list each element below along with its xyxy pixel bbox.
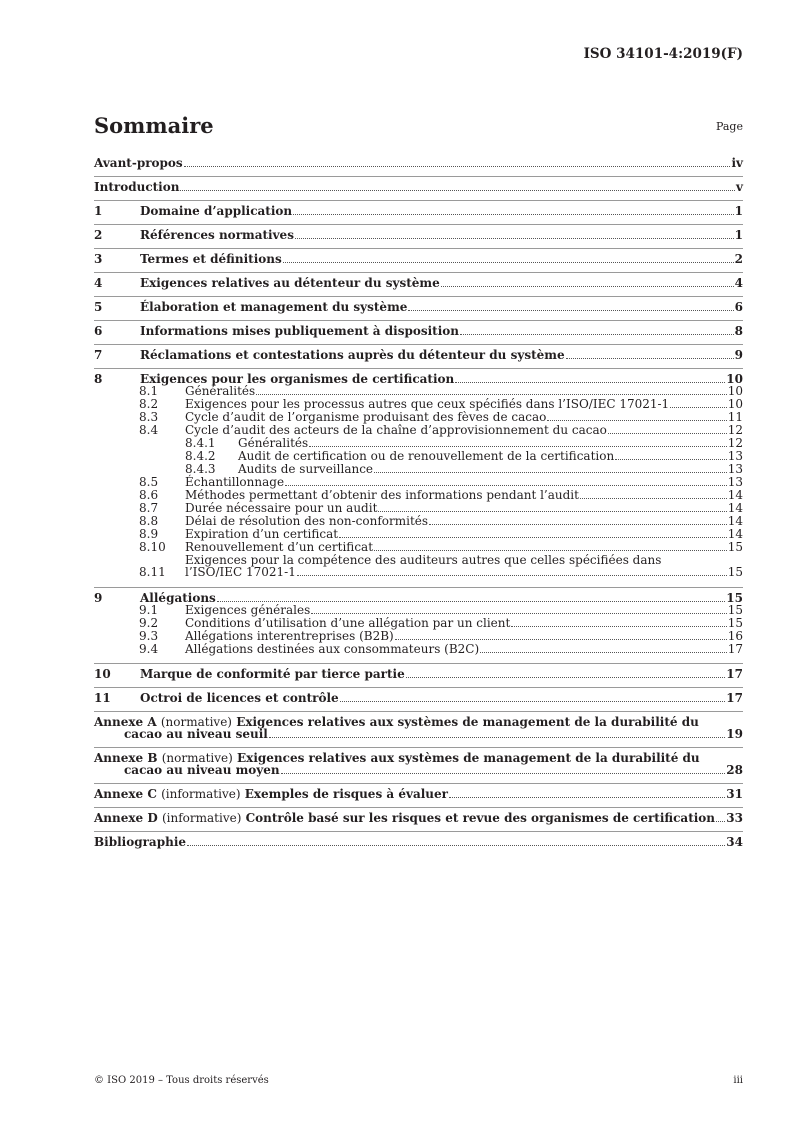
toc-annex-kind: (informative) [161, 787, 241, 801]
toc-section-number: 7 [94, 348, 103, 362]
toc-entry-page: 15 [727, 616, 743, 630]
toc-entry-page: 12 [727, 436, 743, 450]
toc-subsection-number: 9.3 [139, 629, 159, 643]
toc-leader-dots [340, 701, 726, 702]
toc-leader-dots [670, 407, 727, 408]
toc-entry-title[interactable]: Exigences relatives au détenteur du système [140, 276, 440, 290]
toc-entry-page: 33 [726, 811, 743, 825]
toc-entry-page: 13 [727, 449, 743, 463]
toc-divider [94, 783, 743, 784]
toc-section-4[interactable] [94, 277, 743, 289]
toc-annex-title-line2: cacao au niveau seuil [124, 727, 268, 741]
toc-annex-a[interactable] [94, 716, 743, 740]
toc-entry-page: 31 [726, 787, 743, 801]
toc-section-7[interactable] [94, 349, 743, 361]
toc-subsection-title[interactable]: Exigences pour les processus autres que ceux spécifiés dans l’ISO/IEC 17021-1 [185, 397, 670, 411]
toc-annex-title: Exigences relatives aux systèmes de management de la durabilité du [237, 751, 700, 765]
toc-entry-title[interactable]: Bibliographie [94, 835, 187, 849]
toc-subsection-8-6[interactable] [94, 489, 743, 501]
toc-entry-title[interactable]: Marque de conformité par tierce partie [140, 667, 405, 681]
toc-subsection-title[interactable]: Renouvellement d’un certificat [185, 540, 374, 554]
toc-entry-page: 10 [726, 372, 743, 386]
toc-leader-dots [580, 498, 727, 499]
toc-section-3[interactable] [94, 253, 743, 265]
toc-entry-introduction[interactable] [94, 181, 743, 193]
toc-leader-dots [608, 433, 727, 434]
toc-subsection-title-line1: Exigences pour la compétence des auditeurs autres que celles spécifiées dans [185, 553, 662, 567]
toc-entry-title[interactable]: Introduction [94, 180, 180, 194]
toc-section-number: 9 [94, 591, 103, 605]
toc-leader-dots [311, 613, 726, 614]
toc-leader-dots [441, 286, 734, 287]
toc-entry-title[interactable]: Domaine d’application [140, 204, 293, 218]
toc-leader-dots [256, 394, 727, 395]
toc-subsection-title[interactable]: Généralités [238, 436, 309, 450]
toc-subsection-number: 8.8 [139, 514, 159, 528]
toc-leader-dots [455, 382, 725, 383]
toc-subsection-number: 8.4.3 [185, 462, 216, 476]
toc-subsection-title-line2: l’ISO/IEC 17021-1 [185, 565, 296, 579]
toc-entry-page: 14 [727, 514, 743, 528]
toc-subsection-title[interactable]: Durée nécessaire pour un audit [185, 501, 378, 515]
toc-section-number: 3 [94, 252, 103, 266]
toc-subsection-8-10[interactable] [94, 541, 743, 553]
toc-subsection-8-4[interactable] [94, 424, 743, 436]
toc-subsection-8-7[interactable] [94, 502, 743, 514]
toc-divider [94, 807, 743, 808]
toc-entry-page: 17 [726, 691, 743, 705]
footer-copyright: © ISO 2019 – Tous droits réservés [94, 1075, 269, 1086]
toc-entry-title[interactable]: Réclamations et contestations auprès du détenteur du système [140, 348, 565, 362]
toc-subsection-number: 8.5 [139, 475, 159, 489]
toc-entry-page: 13 [727, 475, 743, 489]
toc-subsection-8-4-1[interactable] [94, 437, 743, 449]
toc-entry-title[interactable]: Exigences pour les organismes de certification [140, 372, 455, 386]
toc-annex-line2 [94, 728, 743, 740]
toc-subsection-number: 8.9 [139, 527, 159, 541]
toc-section-10[interactable] [94, 668, 743, 680]
toc-divider [94, 272, 743, 273]
toc-subsection-title[interactable]: Méthodes permettant d’obtenir des informations pendant l’audit [185, 488, 579, 502]
toc-entry-page: 19 [726, 727, 743, 741]
toc-subsection-title[interactable]: Audits de surveillance [238, 462, 374, 476]
toc-subsection-title[interactable]: Délai de résolution des non-conformités [185, 514, 429, 528]
toc-section-1[interactable] [94, 205, 743, 217]
toc-subsection-title-line2-row [185, 566, 743, 578]
toc-entry-page: 9 [734, 348, 743, 362]
toc-entry-page: 6 [734, 300, 743, 314]
toc-annex-b[interactable] [94, 752, 743, 776]
toc-annex-label: Annexe B [94, 751, 158, 765]
toc-entry-title[interactable]: Informations mises publiquement à disposition [140, 324, 459, 338]
toc-entry-page: 12 [727, 423, 743, 437]
toc-entry-page: 4 [734, 276, 743, 290]
toc-subsection-number: 8.10 [139, 540, 166, 554]
toc-entry-page: 13 [727, 462, 743, 476]
toc-subsection-8-4-3[interactable] [94, 463, 743, 475]
toc-subsection-8-8[interactable] [94, 515, 743, 527]
toc-section-5[interactable] [94, 301, 743, 313]
toc-entry-page: 14 [727, 501, 743, 515]
toc-divider [94, 248, 743, 249]
toc-subsection-title[interactable] [185, 554, 743, 578]
page-column-label: Page [715, 120, 743, 133]
toc-annex-line [94, 812, 743, 824]
toc-subsection-8-9[interactable] [94, 528, 743, 540]
toc-subsection-title[interactable]: Expiration d’un certificat [185, 527, 339, 541]
toc-annex-c[interactable] [94, 788, 743, 800]
toc-subsection-8-1[interactable] [94, 385, 743, 397]
toc-subsection-title[interactable]: Échantillonnage [185, 475, 285, 489]
toc-subsection-9-1[interactable] [94, 604, 743, 616]
toc-subsection-8-4-2[interactable] [94, 450, 743, 462]
toc-divider [94, 747, 743, 748]
toc-leader-dots [269, 737, 725, 738]
toc-annex-label: Annexe C [94, 787, 157, 801]
toc-divider [94, 711, 743, 712]
toc-divider [94, 176, 743, 177]
toc-section-number: 10 [94, 667, 111, 681]
toc-entry-title[interactable]: Termes et définitions [140, 252, 282, 266]
toc-entry-page: 15 [727, 540, 743, 554]
toc-section-2[interactable] [94, 229, 743, 241]
toc-entry-page: 8 [734, 324, 743, 338]
toc-entry-page: 14 [727, 488, 743, 502]
toc-annex-title: Exemples de risques à évaluer [244, 787, 448, 801]
footer-page-number: iii [733, 1075, 743, 1086]
toc-leader-dots [480, 652, 727, 653]
toc-section-6[interactable] [94, 325, 743, 337]
toc-subsection-8-11[interactable] [94, 554, 743, 578]
toc-leader-dots [566, 358, 734, 359]
toc-leader-dots [180, 190, 735, 191]
toc-subsection-9-2[interactable] [94, 617, 743, 629]
toc-leader-dots [295, 238, 734, 239]
toc-subsection-number: 9.4 [139, 642, 159, 656]
toc-subsection-8-2[interactable] [94, 398, 743, 410]
toc-leader-dots [281, 773, 726, 774]
page-title: Sommaire [94, 113, 214, 138]
toc-subsection-9-3[interactable] [94, 630, 743, 642]
toc-entry-page: 15 [726, 591, 743, 605]
toc-section-number: 8 [94, 372, 103, 386]
toc-leader-dots [374, 550, 727, 551]
toc-divider [94, 368, 743, 369]
toc-divider [94, 344, 743, 345]
toc-subsection-title[interactable]: Allégations interentreprises (B2B) [185, 629, 394, 643]
toc-leader-dots [511, 626, 726, 627]
toc-subsection-title[interactable]: Exigences générales [185, 603, 311, 617]
toc-subsection-title[interactable]: Généralités [185, 384, 256, 398]
toc-section-number: 11 [94, 691, 111, 705]
toc-annex-title-line2: cacao au niveau moyen [124, 763, 280, 777]
toc-subsection-8-3[interactable] [94, 411, 743, 423]
toc-subsection-number: 8.11 [139, 565, 166, 579]
toc-annex-title: Exigences relatives aux systèmes de management de la durabilité du [236, 715, 699, 729]
toc-subsection-number: 8.4 [139, 423, 159, 437]
toc-entry-page: 14 [727, 527, 743, 541]
toc-annex-kind: (normative) [161, 751, 233, 765]
toc-entry-page: iv [731, 156, 743, 170]
toc-entry-page: 34 [726, 835, 743, 849]
toc-entry-title[interactable]: Octroi de licences et contrôle [140, 691, 339, 705]
toc-annex-kind: (normative) [160, 715, 232, 729]
toc-leader-dots [429, 524, 727, 525]
toc-entry-page: 11 [727, 410, 743, 424]
toc-entry-title[interactable]: Élaboration et management du système [140, 300, 408, 314]
toc-leader-dots [184, 166, 731, 167]
toc-annex-label: Annexe D [94, 811, 158, 825]
toc-leader-dots [297, 575, 727, 576]
toc-annex-line [94, 788, 743, 800]
toc-divider [94, 663, 743, 664]
toc-entry-page: 28 [726, 763, 743, 777]
toc-subsection-8-5[interactable] [94, 476, 743, 488]
toc-entry-page: 10 [727, 397, 743, 411]
toc-entry-page: 15 [727, 603, 743, 617]
toc-leader-dots [217, 601, 725, 602]
toc-section-number: 2 [94, 228, 103, 242]
toc-leader-dots [309, 446, 727, 447]
toc-annex-title: Contrôle basé sur les risques et revue des organismes de certification [245, 811, 716, 825]
toc-subsection-number: 8.7 [139, 501, 159, 515]
document-code: ISO 34101-4:2019(F) [583, 46, 743, 62]
toc-entry-page: 17 [726, 667, 743, 681]
toc-entry-bibliographie[interactable] [94, 836, 743, 848]
toc-leader-dots [547, 420, 726, 421]
toc-entry-title[interactable]: Références normatives [140, 228, 294, 242]
toc-leader-dots [293, 214, 734, 215]
toc-leader-dots [406, 677, 726, 678]
toc-entry-page: 10 [727, 384, 743, 398]
toc-subsection-9-4[interactable] [94, 643, 743, 655]
toc-entry-page: v [736, 180, 743, 194]
toc-leader-dots [187, 845, 725, 846]
toc-subsection-title[interactable]: Conditions d’utilisation d’une allégation par un client [185, 616, 511, 630]
toc-divider [94, 831, 743, 832]
toc-divider [94, 200, 743, 201]
toc-entry-page: 15 [727, 565, 743, 579]
toc-divider [94, 320, 743, 321]
toc-subsection-number: 8.6 [139, 488, 159, 502]
toc-annex-line2 [94, 764, 743, 776]
toc-entry-avant-propos[interactable] [94, 157, 743, 169]
toc-annex-label: Annexe A [94, 715, 157, 729]
toc-subsection-number: 9.2 [139, 616, 159, 630]
toc-subsection-title[interactable]: Audit de certification ou de renouvellement de la certification [238, 449, 615, 463]
toc-leader-dots [449, 797, 725, 798]
toc-subsection-number: 8.3 [139, 410, 159, 424]
toc-section-number: 4 [94, 276, 103, 290]
toc-leader-dots [460, 334, 734, 335]
toc-subsection-number: 8.4.1 [185, 436, 216, 450]
toc-entry-page: 17 [727, 642, 743, 656]
toc-subsection-number: 8.1 [139, 384, 159, 398]
toc-entry-title[interactable]: Avant-propos [94, 156, 183, 170]
toc-divider [94, 224, 743, 225]
toc-leader-dots [285, 485, 727, 486]
toc-subsection-number: 9.1 [139, 603, 159, 617]
toc-leader-dots [395, 639, 727, 640]
toc-subsection-title[interactable]: Allégations destinées aux consommateurs (B2C) [185, 642, 480, 656]
toc-leader-dots [374, 472, 727, 473]
toc-entry-title[interactable]: Allégations [140, 591, 216, 605]
toc-subsection-title[interactable]: Cycle d’audit des acteurs de la chaîne d’approvisionnement du cacao [185, 423, 607, 437]
toc-entry-page: 1 [734, 204, 743, 218]
toc-divider [94, 687, 743, 688]
toc-section-11[interactable] [94, 692, 743, 704]
toc-leader-dots [283, 262, 734, 263]
toc-entry-page: 2 [734, 252, 743, 266]
toc-leader-dots [378, 511, 726, 512]
toc-subsection-number: 8.2 [139, 397, 159, 411]
toc-divider [94, 587, 743, 588]
toc-leader-dots [615, 459, 727, 460]
toc-entry-page: 1 [734, 228, 743, 242]
toc-annex-d[interactable] [94, 812, 743, 824]
toc-leader-dots [408, 310, 733, 311]
toc-section-number: 5 [94, 300, 103, 314]
toc-divider [94, 296, 743, 297]
toc-leader-dots [716, 821, 725, 822]
toc-entry-page: 16 [727, 629, 743, 643]
toc-section-number: 6 [94, 324, 103, 338]
toc-annex-kind: (informative) [161, 811, 242, 825]
toc-subsection-title[interactable]: Cycle d’audit de l’organisme produisant des fèves de cacao [185, 410, 547, 424]
toc-section-number: 1 [94, 204, 103, 218]
toc-leader-dots [339, 537, 727, 538]
toc-subsection-number: 8.4.2 [185, 449, 216, 463]
